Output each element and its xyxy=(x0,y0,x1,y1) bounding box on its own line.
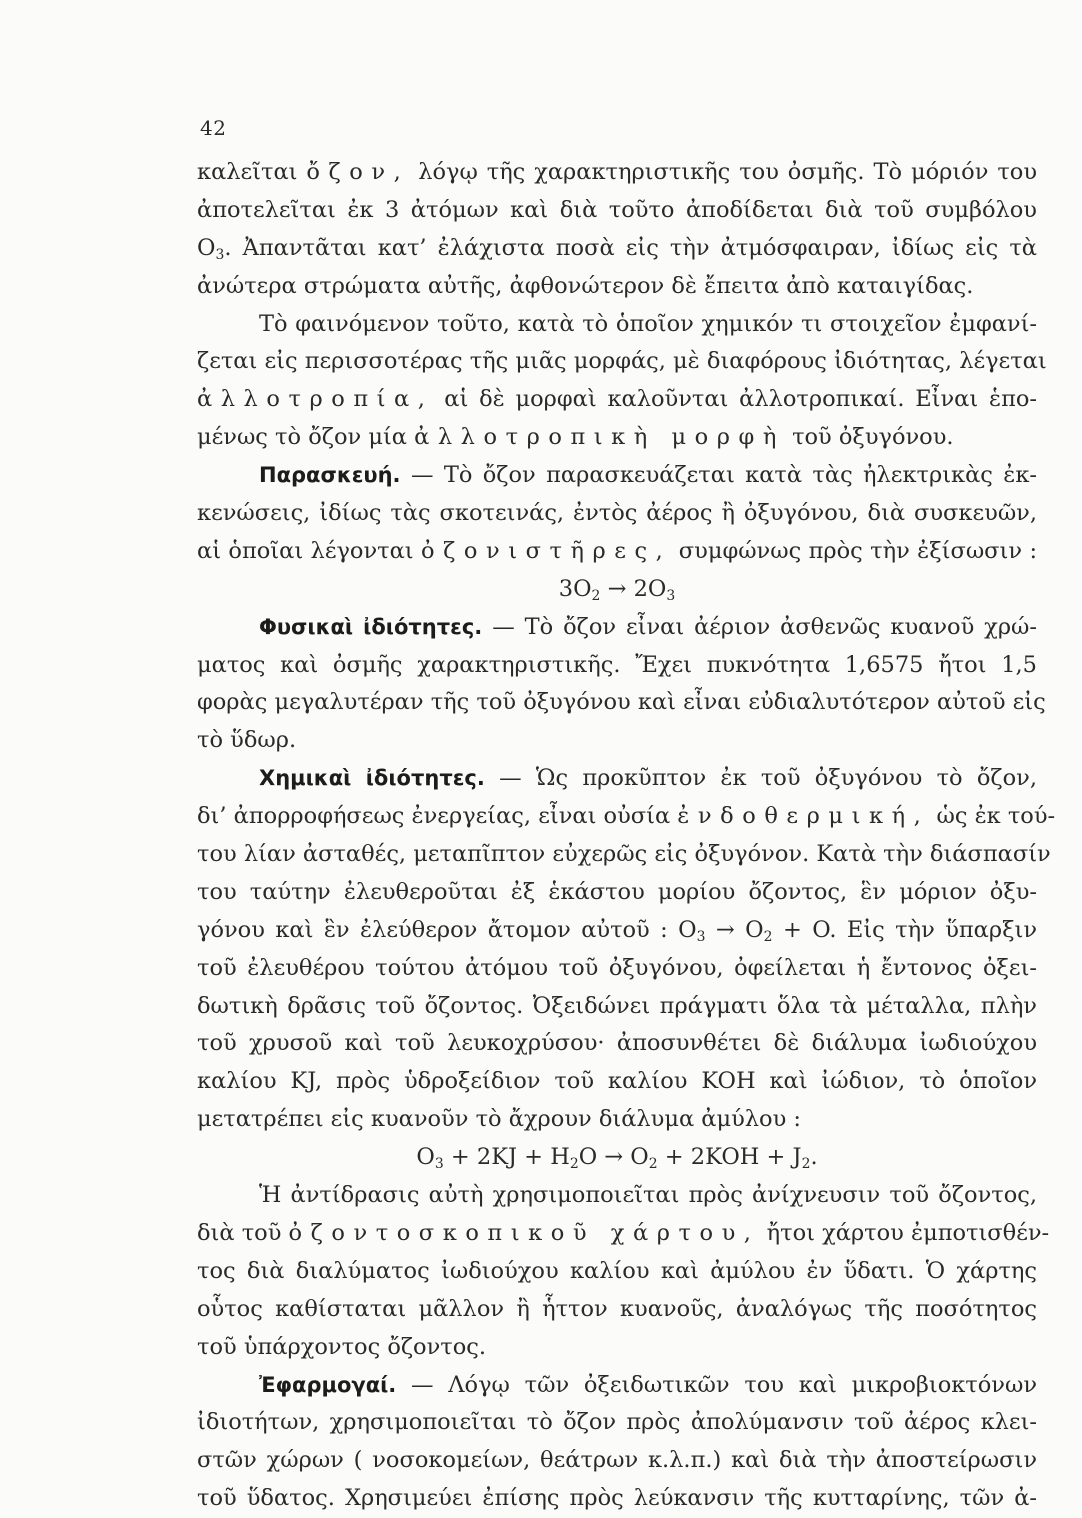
text-line: τοῦ χρυσοῦ καὶ τοῦ λευκοχρύσου· ἀποσυνθέτει δὲ διάλυμα ἰωδιούχου xyxy=(197,1030,1037,1057)
text-run: . xyxy=(810,1144,818,1171)
spaced-term: ἀλλοτροπικὴ μορφὴ xyxy=(414,424,785,451)
text-run: → 2O xyxy=(600,575,667,602)
text-line: Ἡ ἀντίδρασις αὐτὴ χρησιμοποιεῖται πρὸς ἀνίχνευσιν τοῦ ὄζοντος, xyxy=(259,1182,1037,1209)
text-run: καλεῖται xyxy=(197,159,298,185)
text-run: + 2KOH + J xyxy=(657,1144,802,1171)
body-text xyxy=(197,154,1056,1518)
text-line: ζεται εἰς περισσοτέρας τῆς μιᾶς μορφάς, μὲ διαφόρους ἰδιότητας, λέγεται xyxy=(197,348,1047,375)
spaced-term: ὄζον, xyxy=(306,159,410,185)
text-run: αἱ ὁποῖαι λέγονται xyxy=(197,537,414,564)
section-heading: Παρασκευή. xyxy=(259,463,401,488)
text-line: ἰδιοτήτων, χρησιμοποιεῖται τὸ ὄζον πρὸς ἀπολύμανσιν τοῦ ἀέρος κλει- xyxy=(197,1409,1037,1436)
text-run: — Ὡς προκῦπτον ἐκ τοῦ ὀξυγόνου τὸ ὄζον, xyxy=(499,765,1037,792)
spaced-term: ἀλλοτροπία, xyxy=(197,386,434,413)
text-line: του λίαν ἀσταθές, μεταπῖπτον εὐχερῶς εἰς ὀξυγόνον. Κατὰ τὴν διάσπασίν xyxy=(197,841,1051,868)
text-line: μετατρέπει εἰς κυανοῦν τὸ ἄχρουν διάλυμα ἀμύλου : xyxy=(197,1106,802,1133)
text-line xyxy=(197,912,1037,950)
text-run: ἤτοι χάρτου ἐμποτισθέν- xyxy=(766,1219,1050,1246)
text-line xyxy=(197,609,1037,647)
text-run: — Λόγῳ τῶν ὀξειδωτικῶν του καὶ μικροβιοκτόνων xyxy=(411,1371,1037,1398)
section-heading: Φυσικαὶ ἰδιότητες. xyxy=(259,614,483,639)
text-line: τοῦ ὑπάρχοντος ὄζοντος. xyxy=(197,1333,487,1360)
text-run: δι’ ἀπορροφήσεως ἐνεργείας, εἶναι οὐσία xyxy=(197,803,671,830)
text-line: τοῦ ἐλευθέρου τούτου ἀτόμου τοῦ ὀξυγόνου, ὀφείλεται ἡ ἔντονος ὀξει- xyxy=(197,954,1037,981)
text-line xyxy=(197,457,1037,495)
text-line xyxy=(197,1215,1050,1253)
text-run: O xyxy=(197,234,216,261)
equation xyxy=(197,571,1037,609)
text-run: συμφώνως πρὸς τὴν ἐξίσωσιν : xyxy=(678,537,1038,564)
text-line: καλίου KJ, πρὸς ὑδροξείδιον τοῦ καλίου KOH καὶ ἰώδιον, τὸ ὁποῖον xyxy=(197,1068,1037,1095)
subscript: 3 xyxy=(215,246,225,263)
text-line xyxy=(197,419,1037,457)
text-line xyxy=(197,798,1056,836)
text-run: ὡς ἐκ τού- xyxy=(936,803,1056,830)
text-run: O → O xyxy=(578,1144,649,1171)
text-run: τοῦ ὀξυγόνου. xyxy=(792,424,954,451)
text-line: κενώσεις, ἰδίως τὰς σκοτεινάς, ἐντὸς ἀέρος ἢ ὀξυγόνου, διὰ συσκευῶν, xyxy=(197,500,1037,527)
text-run: + 2KJ + H xyxy=(443,1144,570,1171)
text-run: — Τὸ ὄζον παρασκευάζεται κατὰ τὰς ἠλεκτρικὰς ἐκ- xyxy=(410,462,1037,489)
subscript: 3 xyxy=(666,587,676,604)
text-line: φορὰς μεγαλυτέραν τῆς τοῦ ὀξυγόνου καὶ εἶναι εὐδιαλυτότερον αὐτοῦ εἰς xyxy=(197,689,1046,716)
text-run: — Τὸ ὄζον εἶναι ἀέριον ἀσθενῶς κυανοῦ χρώ- xyxy=(492,613,1037,640)
text-run: μένως τὸ ὄζον μία xyxy=(197,424,407,451)
spaced-term: ὀζονιστῆρες, xyxy=(421,537,672,564)
text-line xyxy=(197,230,1037,268)
text-line xyxy=(197,154,1037,192)
section-heading: Χημικαὶ ἰδιότητες. xyxy=(259,766,485,791)
text-line: τοῦ ὕδατος. Χρησιμεύει ἐπίσης πρὸς λεύκανσιν τῆς κυτταρίνης, τῶν ἀ- xyxy=(197,1485,1037,1512)
text-run: γόνου καὶ ἓν ἐλεύθερον ἄτομον αὐτοῦ : O xyxy=(197,916,697,943)
text-line: ἀνώτερα στρώματα αὐτῆς, ἀφθονώτερον δὲ ἔπειτα ἀπὸ καταιγίδας. xyxy=(197,272,974,299)
text-run: O xyxy=(416,1144,435,1171)
text-line: οὗτος καθίσταται μᾶλλον ἢ ἧττον κυανοῦς, ἀναλόγως τῆς ποσότητος xyxy=(197,1295,1037,1322)
text-run: 3O xyxy=(558,575,592,602)
text-run: → O xyxy=(705,916,764,943)
equation xyxy=(197,1139,1037,1177)
text-line: του ταύτην ἐλευθεροῦται ἐξ ἑκάστου μορίου ὄζοντος, ἓν μόριον ὀξυ- xyxy=(197,878,1037,905)
text-line xyxy=(197,760,1037,798)
section-heading: Ἐφαρμογαί. xyxy=(259,1372,397,1397)
page-number: 42 xyxy=(200,116,227,140)
text-run: διὰ τοῦ xyxy=(197,1219,282,1246)
subscript: 2 xyxy=(763,928,773,945)
text-run: αἱ δὲ μορφαὶ καλοῦνται ἀλλοτροπικαί. Εἶναι ἑπο- xyxy=(444,386,1037,413)
text-line xyxy=(197,1367,1037,1405)
text-line xyxy=(197,533,1037,571)
text-line: τος διὰ διαλύματος ἰωδιούχου καλίου καὶ ἀμύλου ἐν ὕδατι. Ὁ χάρτης xyxy=(197,1257,1037,1284)
text-run: + O. Εἰς τὴν ὕπαρξιν xyxy=(772,916,1037,943)
text-run: . Ἀπαντᾶται κατ’ ἐλάχιστα ποσὰ εἰς τὴν ἀτμόσφαιραν, ἰδίως εἰς τὰ xyxy=(224,234,1037,261)
spaced-term: ἐνδοθερμική, xyxy=(677,803,930,830)
text-line: ματος καὶ ὀσμῆς χαρακτηριστικῆς. Ἔχει πυκνότητα 1,6575 ἤτοι 1,5 xyxy=(197,651,1037,678)
subscript: 3 xyxy=(696,928,706,945)
text-run: λόγῳ τῆς χαρακτηριστικῆς του ὀσμῆς. Τὸ μόριόν του xyxy=(418,159,1038,185)
text-line: ἀποτελεῖται ἐκ 3 ἀτόμων καὶ διὰ τοῦτο ἀποδίδεται διὰ τοῦ συμβόλου xyxy=(197,196,1037,223)
spaced-term: ὀζοντοσκοπικοῦ χάρτου, xyxy=(288,1219,760,1246)
subscript: 3 xyxy=(434,1156,444,1173)
text-line: δωτικὴ δρᾶσις τοῦ ὄζοντος. Ὀξειδώνει πράγματι ὅλα τὰ μέταλλα, πλὴν xyxy=(197,992,1037,1019)
subscript: 2 xyxy=(648,1156,658,1173)
subscript: 2 xyxy=(801,1156,811,1173)
text-line xyxy=(197,381,1037,419)
text-line: Τὸ φαινόμενον τοῦτο, κατὰ τὸ ὁποῖον χημικόν τι στοιχεῖον ἐμφανί- xyxy=(259,310,1037,337)
text-line: στῶν χώρων ( νοσοκομείων, θεάτρων κ.λ.π.) καὶ διὰ τὴν ἀποστείρωσιν xyxy=(197,1447,1037,1474)
subscript: 2 xyxy=(591,587,601,604)
text-line: τὸ ὕδωρ. xyxy=(197,727,297,754)
subscript: 2 xyxy=(569,1156,579,1173)
